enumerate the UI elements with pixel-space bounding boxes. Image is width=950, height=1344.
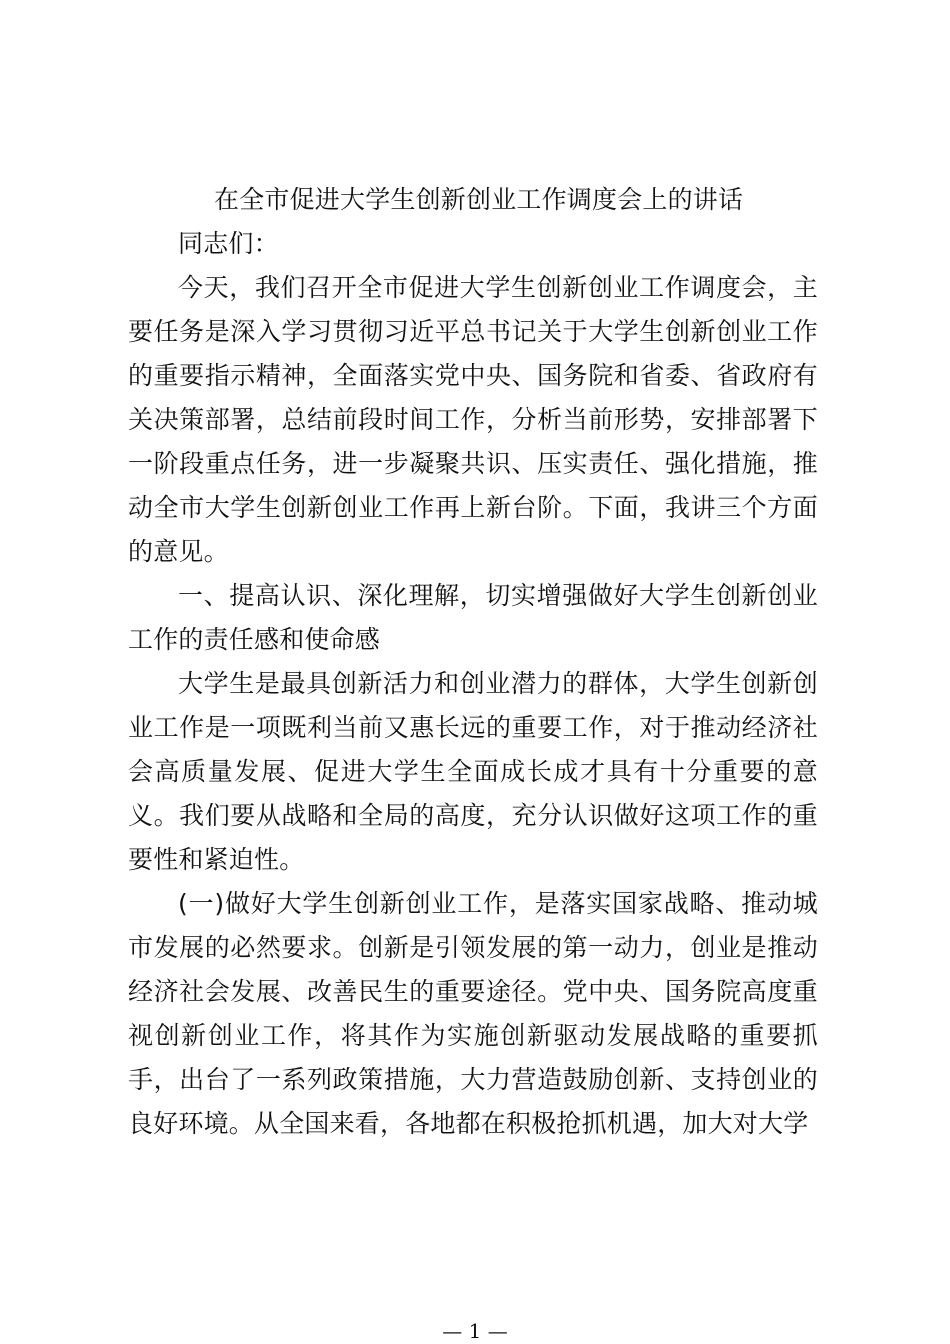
salutation: 同志们： xyxy=(178,229,279,258)
intro-paragraph: 今天，我们召开全市促进大学生创新创业工作调度会，主要任务是深入学习贯彻习近平总书记关于大学生创新创业工作的重要指示精神，全面落实党中央、国务院和省委、省政府有关决策部署，总结前段时间工作，分析当前形势，安排部署下一阶段重点任务，进一步凝聚共识、压实责任、强化措施，推动全市大学生创新创业工作再上新台阶。下面，我讲三个方面的意见。 xyxy=(128,273,818,566)
document-title: 在全市促进大学生创新创业工作调度会上的讲话 xyxy=(214,185,744,214)
page-number: — 1 — xyxy=(442,1319,508,1343)
document-body xyxy=(128,178,818,1146)
section-1-paragraph-2: (一)做好大学生创新创业工作，是落实国家战略、推动城市发展的必然要求。创新是引领发展的第一动力，创业是推动经济社会发展、改善民生的重要途径。党中央、国务院高度重视创新创业工作，将其作为实施创新驱动发展战略的重要抓手，出台了一系列政策措施，大力营造鼓励创新、支持创业的良好环境。从全国来看，各地都在积极抢抓机遇，加大对大学 xyxy=(128,889,818,1138)
section-1-paragraph-1: 大学生是最具创新活力和创业潜力的群体，大学生创新创业工作是一项既利当前又惠长远的重要工作，对于推动经济社会高质量发展、促进大学生全面成长成才具有十分重要的意义。我们要从战略和全局的高度，充分认识做好这项工作的重要性和紧迫性。 xyxy=(128,669,818,874)
section-heading-1: 一、提高认识、深化理解，切实增强做好大学生创新创业工作的责任感和使命感 xyxy=(128,581,818,654)
